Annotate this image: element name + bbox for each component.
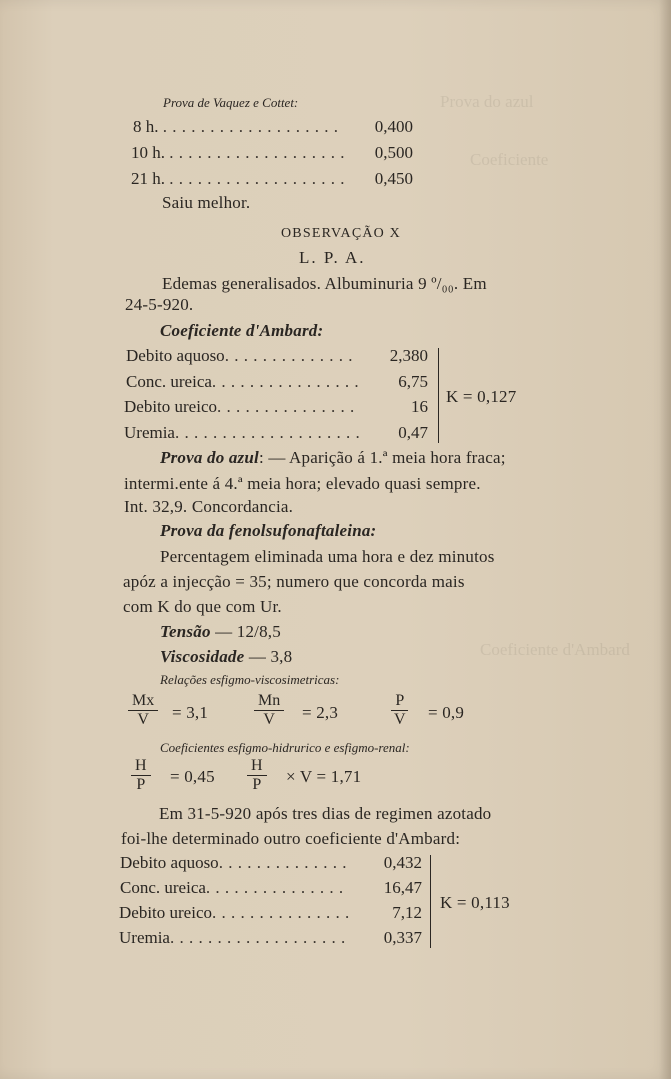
row-value: 6,75 [398, 372, 428, 391]
ambard-row [126, 346, 428, 366]
row-dots: . . . . . . . . . . . . . . . . . . . [169, 928, 346, 947]
fraction-numerator: Mn [254, 692, 284, 711]
bleed-through-text: Coeficiente d'Ambard [480, 640, 630, 659]
fraction-value: = 2,3 [302, 703, 339, 722]
fraction [131, 757, 151, 793]
ambard-row [124, 423, 428, 443]
ambard-row [119, 928, 422, 948]
fraction-denominator: P [252, 775, 262, 793]
row-label: Debito aquoso [120, 853, 219, 872]
row-label: Debito ureico [124, 397, 217, 416]
prova-azul-label: Prova do azul [160, 448, 259, 467]
fraction [390, 692, 410, 728]
bleed-through-text: Prova do azul [440, 92, 534, 111]
brace [430, 855, 431, 948]
edemas-line: Edemas generalisados. Albuminuria 9 º/₀₀. Em [162, 274, 487, 293]
vaquez-row [131, 169, 413, 189]
edemas-date: 24-5-920. [125, 295, 194, 314]
em-line: Em 31-5-920 após tres dias de regimen azotado [159, 804, 492, 823]
saiu-melhor: Saiu melhor. [162, 193, 251, 212]
tensao-label: Tensão [160, 622, 211, 641]
row-value: 2,380 [389, 346, 428, 365]
fraction-value: = 0,45 [170, 767, 215, 786]
row-label: 21 h. [131, 169, 165, 188]
fraction-value: = 0,9 [428, 703, 465, 722]
row-value: 0,47 [398, 423, 428, 442]
row-label: Conc. ureica [126, 372, 212, 391]
viscosidade-value: — 3,8 [248, 647, 293, 666]
fraction-value: = 3,1 [172, 703, 209, 722]
row-dots: . . . . . . . . . . . . . . . [217, 397, 355, 416]
row-dots: . . . . . . . . . . . . . . . . . . . [162, 117, 339, 136]
row-value: 0,400 [374, 117, 413, 136]
relacoes-heading: Relações esfigmo-viscosimetricas: [160, 672, 340, 687]
prova-azul-text: : — Aparição á 1.ª meia hora fraca; [258, 448, 506, 467]
viscosidade-label: Viscosidade [160, 647, 245, 666]
row-value: 16,47 [383, 878, 422, 897]
row-label: Uremia [119, 928, 170, 947]
row-dots: . . . . . . . . . . . . . . . . . . . [169, 169, 345, 188]
prova-azul-line: Int. 32,9. Concordancia. [124, 497, 294, 516]
row-dots: . . . . . . . . . . . . . . . . . . . [169, 143, 345, 162]
fraction-numerator: H [131, 757, 151, 776]
fraction [247, 757, 267, 793]
prova-azul-line: intermi.ente á 4.ª meia hora; elevado quasi sempre. [124, 474, 481, 493]
row-dots: . . . . . . . . . . . . . . . [205, 878, 344, 897]
tensao-value: — 12/8,5 [215, 622, 281, 641]
k-value: K = 0,127 [446, 387, 517, 406]
k-value: K = 0,113 [440, 893, 510, 912]
page-edge-shadow [659, 0, 671, 1079]
fraction-numerator: H [247, 757, 267, 776]
vaquez-row [133, 117, 413, 137]
row-label: Uremia [124, 423, 175, 442]
ambard-row [119, 903, 422, 923]
patient-initials: L. P. A. [299, 248, 366, 267]
prova-azul-line [160, 448, 506, 468]
fenol-line: com K do que com Ur. [123, 597, 282, 616]
vaquez-heading: Prova de Vaquez e Cottet: [163, 95, 299, 110]
vaquez-row [131, 143, 413, 163]
ambard-row [124, 397, 428, 417]
row-value: 0,450 [374, 169, 413, 188]
fraction-numerator: P [391, 692, 408, 711]
observacao-heading: OBSERVAÇÃO X [281, 226, 401, 241]
fraction [254, 692, 284, 728]
row-value: 0,432 [383, 853, 422, 872]
row-value: 16 [411, 397, 428, 416]
fenol-line: apóz a injecção = 35; numero que concorda mais [123, 572, 465, 591]
coef-ambard-heading: Coeficiente d'Ambard: [160, 321, 324, 340]
bleed-through-text: Coeficiente [470, 150, 549, 169]
row-dots: . . . . . . . . . . . . . . [224, 346, 353, 365]
fraction [128, 692, 158, 728]
fraction-value: × V = 1,71 [286, 767, 362, 786]
brace [438, 348, 439, 443]
row-label: Debito aquoso [126, 346, 225, 365]
ambard-row [126, 372, 428, 392]
ambard-row [120, 853, 422, 873]
tensao-line [160, 622, 281, 642]
row-value: 0,337 [383, 928, 422, 947]
row-label: Debito ureico [119, 903, 212, 922]
fenol-heading: Prova da fenolsufonaftaleina: [160, 521, 377, 540]
row-dots: . . . . . . . . . . . . . . . [212, 903, 350, 922]
fraction-denominator: P [136, 775, 146, 793]
fraction-denominator: V [137, 710, 149, 728]
em-line: foi-lhe determinado outro coeficiente d'Ambard: [121, 829, 461, 848]
viscosidade-line [160, 647, 292, 667]
row-label: 10 h. [131, 143, 165, 162]
row-dots: . . . . . . . . . . . . . . . . [211, 372, 360, 391]
ambard-row [120, 878, 422, 898]
fenol-line: Percentagem eliminada uma hora e dez minutos [160, 547, 495, 566]
coef-esfigmo-heading: Coeficientes esfigmo-hidrurico e esfigmo-renal: [160, 740, 410, 755]
fraction-denominator: V [263, 710, 275, 728]
row-dots: . . . . . . . . . . . . . . [218, 853, 347, 872]
fraction-numerator: Mx [128, 692, 158, 711]
row-dots: . . . . . . . . . . . . . . . . . . . . [174, 423, 361, 442]
row-label: Conc. ureica [120, 878, 206, 897]
fraction-denominator: V [394, 710, 406, 728]
row-label: 8 h. [133, 117, 159, 136]
row-value: 7,12 [392, 903, 422, 922]
row-value: 0,500 [374, 143, 413, 162]
